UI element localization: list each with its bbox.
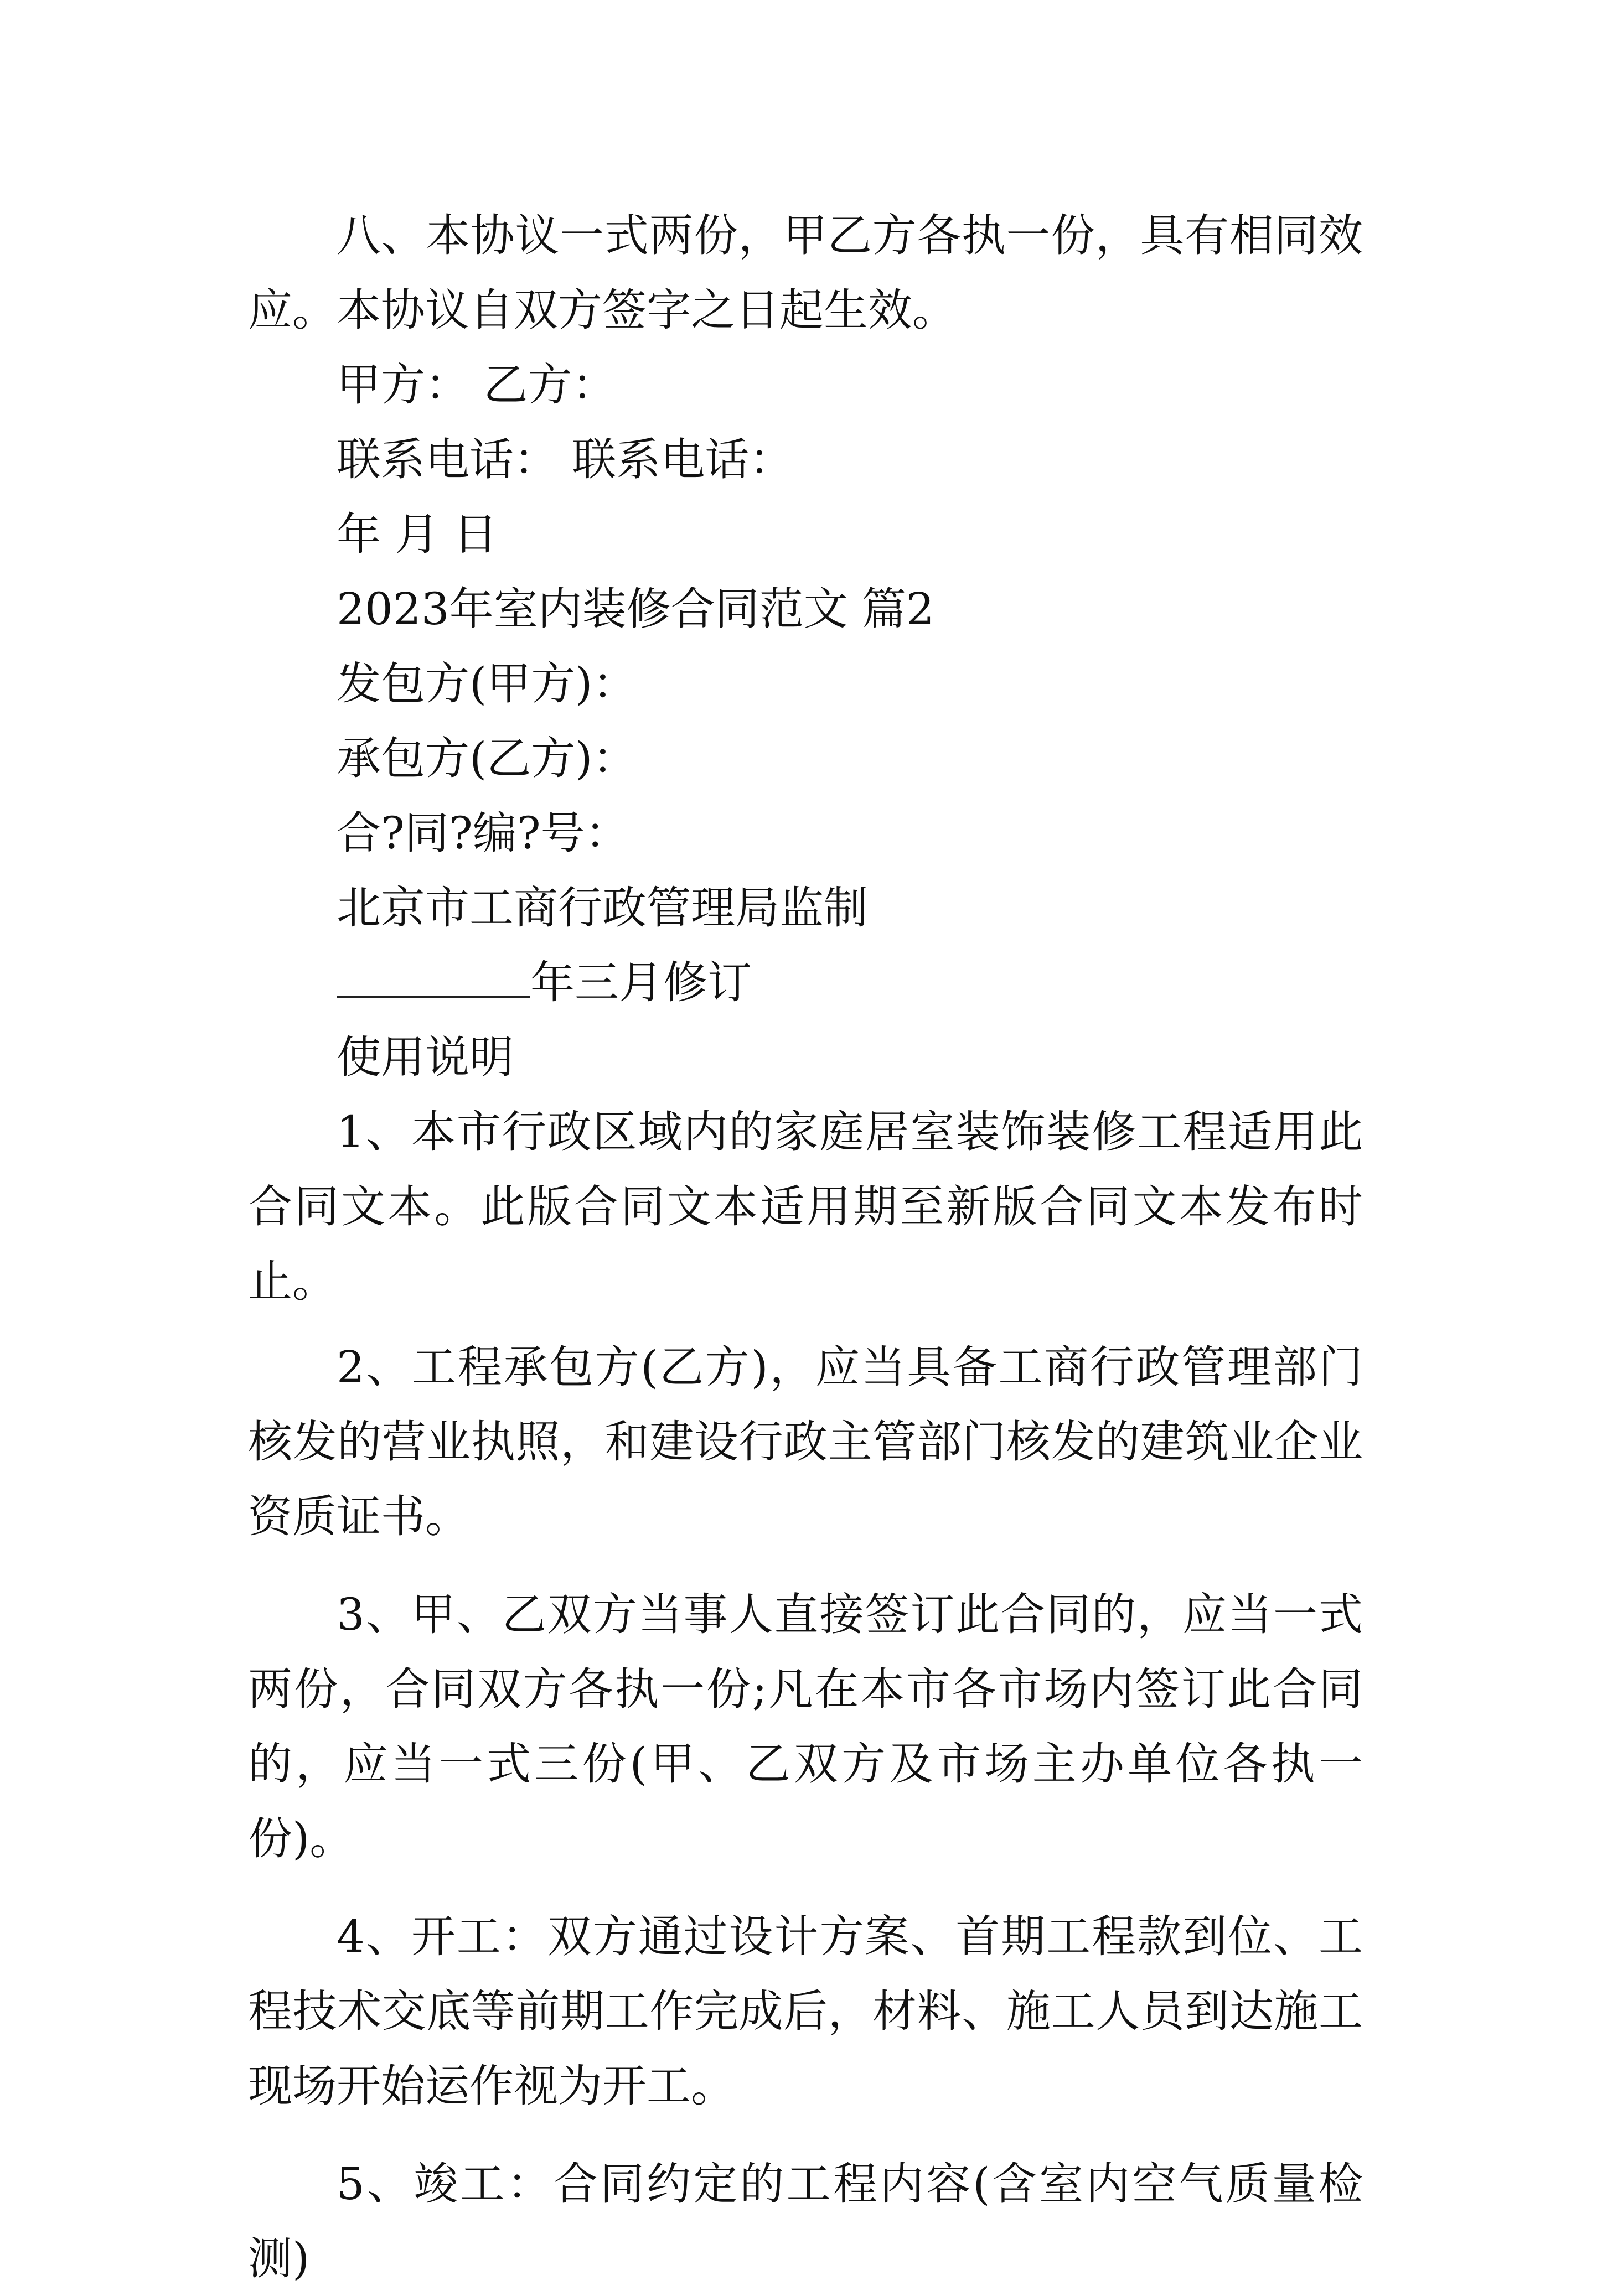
blank-underline	[337, 953, 530, 998]
instruction-item-2: 2、工程承包方(乙方)，应当具备工商行政管理部门核发的营业执照，和建设行政主管部门核发的建筑业企业资质证书。	[248, 1341, 1363, 1542]
instruction-item-1: 1、本市行政区域内的家庭居室装饰装修工程适用此合同文本。此版合同文本适用期至新版合同文本发布时止。	[248, 1106, 1363, 1307]
revision-text: 年三月修订	[530, 957, 752, 1008]
party-signature-line: 甲方： 乙方：	[337, 359, 617, 411]
instructions-heading: 使用说明	[337, 1032, 514, 1083]
instruction-item-4: 4、开工：双方通过设计方案、首期工程款到位、工程技术交底等前期工作完成后，材料、施工人员到达施工现场开始运作视为开工。	[248, 1911, 1363, 2112]
document-body	[248, 198, 1363, 2296]
contract-number-line: 合?同?编?号：	[337, 807, 629, 859]
contractor-b-line: 承包方(乙方)：	[337, 733, 637, 784]
instruction-item-3: 3、甲、乙双方当事人直接签订此合同的，应当一式两份，合同双方各执一份;凡在本市各市场内签订此合同的，应当一式三份(甲、乙双方及市场主办单位各执一份)。	[248, 1589, 1363, 1864]
phone-line: 联系电话： 联系电话：	[337, 434, 794, 485]
instruction-item-5: 5、竣工：合同约定的工程内容(含室内空气质量检测)	[248, 2158, 1363, 2284]
section-title: 2023年室内装修合同范文 篇2	[337, 583, 934, 635]
revision-line	[248, 945, 1363, 1020]
clause-8-paragraph: 八、本协议一式两份，甲乙方各执一份，具有相同效应。本协议自双方签字之日起生效。	[248, 210, 1363, 336]
issuer-line: 北京市工商行政管理局监制	[337, 882, 868, 934]
contractor-a-line: 发包方(甲方)：	[337, 658, 637, 709]
date-line: 年 月 日	[337, 509, 498, 560]
